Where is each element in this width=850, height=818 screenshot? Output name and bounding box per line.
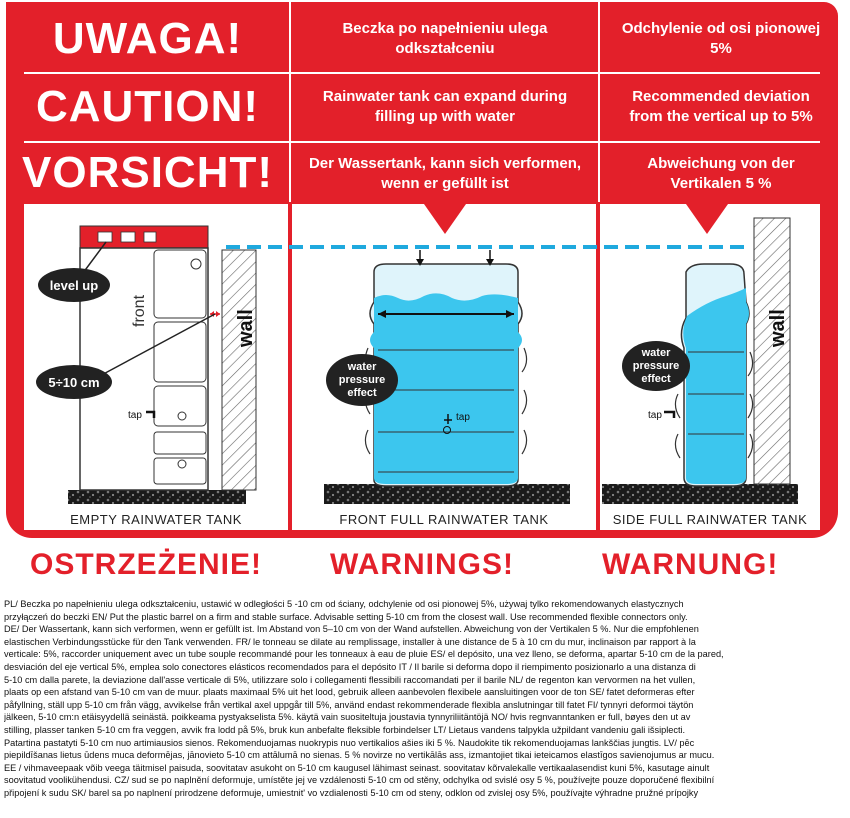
distance-label: 5÷10 cm	[48, 375, 100, 390]
water-fill	[683, 288, 749, 484]
col3-en: Recommended deviation from the vertical up to 5%	[629, 88, 813, 125]
svg-text:effect: effect	[347, 387, 377, 399]
instruction-line: soovitatud voolikühendusi. CZ/ sud se po naplnění deformuje, umístěte jej ve vzdálenosti 5-10 cm od stěny, odchylka od svislé osy 5 %, používejte pouze doporučené flexibilní	[4, 775, 715, 786]
caption-side-full: SIDE FULL RAINWATER TANK	[612, 512, 808, 527]
ground	[324, 484, 570, 504]
wall-label: wall	[767, 309, 789, 347]
instruction-line: elastischen Verbindungsstücke für den Tank verwenden. FR/ le tonneau se dilate au remplissage, installer à une distance de 5 à 10 cm du mur, inclinaison par rapport à la	[4, 636, 696, 647]
instruction-line: jälkeen, 5-10 cm:n etäisyydellä seinästä. poikkeama pystyakselista 5%. käytä vain suositeltuja joustavia tynnyriliitäntöjä NO/ hvis regnvanntanken er full, bøyes den ut av	[4, 712, 691, 723]
col2-en: Rainwater tank can expand during filling up with water	[322, 88, 568, 125]
col3-de: Abweichung von der Vertikalen 5 %	[647, 155, 795, 192]
caption-front-full: FRONT FULL RAINWATER TANK	[339, 512, 549, 527]
instruction-line: Patartina pastatyti 5-10 cm nuo artimiausios sienos. Rekomenduojamas nuokrypis nuo vertikalios ašies iki 5 %. Naudokite tik rekomenduojamas lankščias jungtis. LV/ pēc	[4, 737, 695, 748]
col3-pl: Odchylenie od osi pionowej 5%	[621, 20, 821, 57]
title-de: VORSICHT!	[22, 148, 273, 197]
warning-pl: OSTRZEŻENIE!	[30, 548, 263, 581]
tap-label: tap	[456, 412, 470, 423]
instruction-line: stilling, plasser tanken 5-10 cm fra veggen, avvik fra lodd på 5%, bruk kun anbefalte fleksible forbindelser LT/ Lietaus vandens talpyklа užpildant vandeniu gali išsipleсti.	[4, 724, 686, 735]
warning-de: WARNUNG!	[602, 548, 779, 581]
title-en: CAUTION!	[35, 82, 260, 131]
col2-pl: Beczka po napełnieniu ulega odkształceniu	[342, 20, 548, 57]
svg-text:pressure: pressure	[338, 374, 386, 386]
instruction-line: plaats op een afstand van 5-10 cm van de muur. plaats maximaal 5% uit het lood, gebruik alleen aanbevolen flexibele aansluitingen voor de ton SE/ fatet deformeras efter	[4, 687, 695, 698]
svg-text:water: water	[641, 347, 671, 359]
ground	[68, 490, 246, 504]
caption-empty: EMPTY RAINWATER TANK	[70, 512, 242, 527]
front-label: front	[131, 294, 148, 327]
svg-text:pressure: pressure	[632, 360, 680, 372]
pointer-triangle	[686, 204, 728, 234]
tap-icon	[664, 412, 674, 418]
instruction-line: przyłączeń do beczki EN/ Put the plastic barrel on a firm and stable surface. Advisable setting 5-10 cm from the closest wall. Use recommended flexible connectors only.	[4, 611, 688, 622]
instruction-line: påfyllning, ställ upp 5-10 cm från vägg, avvikelse från vertikal axel uppgår till 5%, använd endast rekommenderade flexibla anslutningar till fatet FI/ tynnyri deformoi täytön	[4, 699, 694, 710]
wall-hatch	[222, 250, 256, 490]
level-up-label: level up	[49, 278, 99, 293]
wall-label: wall	[235, 309, 257, 347]
tap-label: tap	[648, 410, 662, 421]
ground	[602, 484, 798, 504]
instruction-line: desviación del eje vertical 5%, emplea solo conectores elásticos recomendados para el depósito IT / Il barile si deforma dopo il riempimento posizionarlo a una distanza di	[4, 661, 696, 672]
wall-hatch	[754, 218, 790, 484]
title-pl: UWAGA!	[52, 14, 243, 63]
svg-text:water: water	[347, 361, 377, 373]
instruction-line: verticale: 5%, raccorder uniquement avec un tube souple recommandé pour les tonneaux à eau de pluie ES/ el depósito, una vez lleno, se deforma, apartar 5-10 cm de la pared,	[4, 649, 724, 660]
instruction-line: 5-10 cm dalla parete, la deviazione dall'asse verticale di 5%, utilizzare solo i collegamenti flessibili raccomandati per il barile NL/ de regenton kan vervormen na het vullen,	[4, 674, 696, 685]
pointer-triangle	[424, 204, 466, 234]
instruction-line: piepildīšanas lietus ūdens muca deformējas, jānovieto 5-10 cm attālumā no sienas. 5 % novirze no vertikālās ass, izmantojiet tikai ieteicamos elastīgos savienojumus ar mucu.	[4, 750, 715, 761]
caution-banner	[6, 2, 838, 538]
svg-text:effect: effect	[641, 373, 671, 385]
instruction-line: připojení k sudu SK/ barel sa po naplnení prirodzene deformuje, umiestnit' vo vzdialenosti 5-10 cm od steny, odklon od zvislej osy 5%, používajte výhradne pružné prípojky	[4, 787, 699, 798]
multilingual-instructions	[4, 598, 842, 800]
instruction-line: DE/ Der Wassertank, kann sich verformen, wenn er gefüllt ist. Im Abstand von 5–10 cm von der Wand aufstellen. Abweichung von der Vertikalen 5 %. Nur die empfohlenen	[4, 624, 699, 635]
col2-de: Der Wassertank, kann sich verformen, wenn er gefüllt ist	[308, 155, 582, 192]
instruction-line: EE / vihmaveepaak võib veega täitmisel paisuda, soovitatav asukoht on 5-10 cm kaugusel lähimast seinast. soovitatav kõrvalekalle vertikaalasendist kuni 5%, kasutage ainult	[4, 762, 710, 773]
tap-label: tap	[128, 410, 142, 421]
instruction-line: PL/ Beczka po napełnieniu ulega odkształceniu, ustawić w odległości 5 -10 cm od ściany, odchylenie od osi pionowej 5%, używaj tylko rekomendowanych elastycznych	[4, 599, 684, 609]
tank-diagram	[6, 2, 838, 538]
warning-en: WARNINGS!	[330, 548, 514, 581]
